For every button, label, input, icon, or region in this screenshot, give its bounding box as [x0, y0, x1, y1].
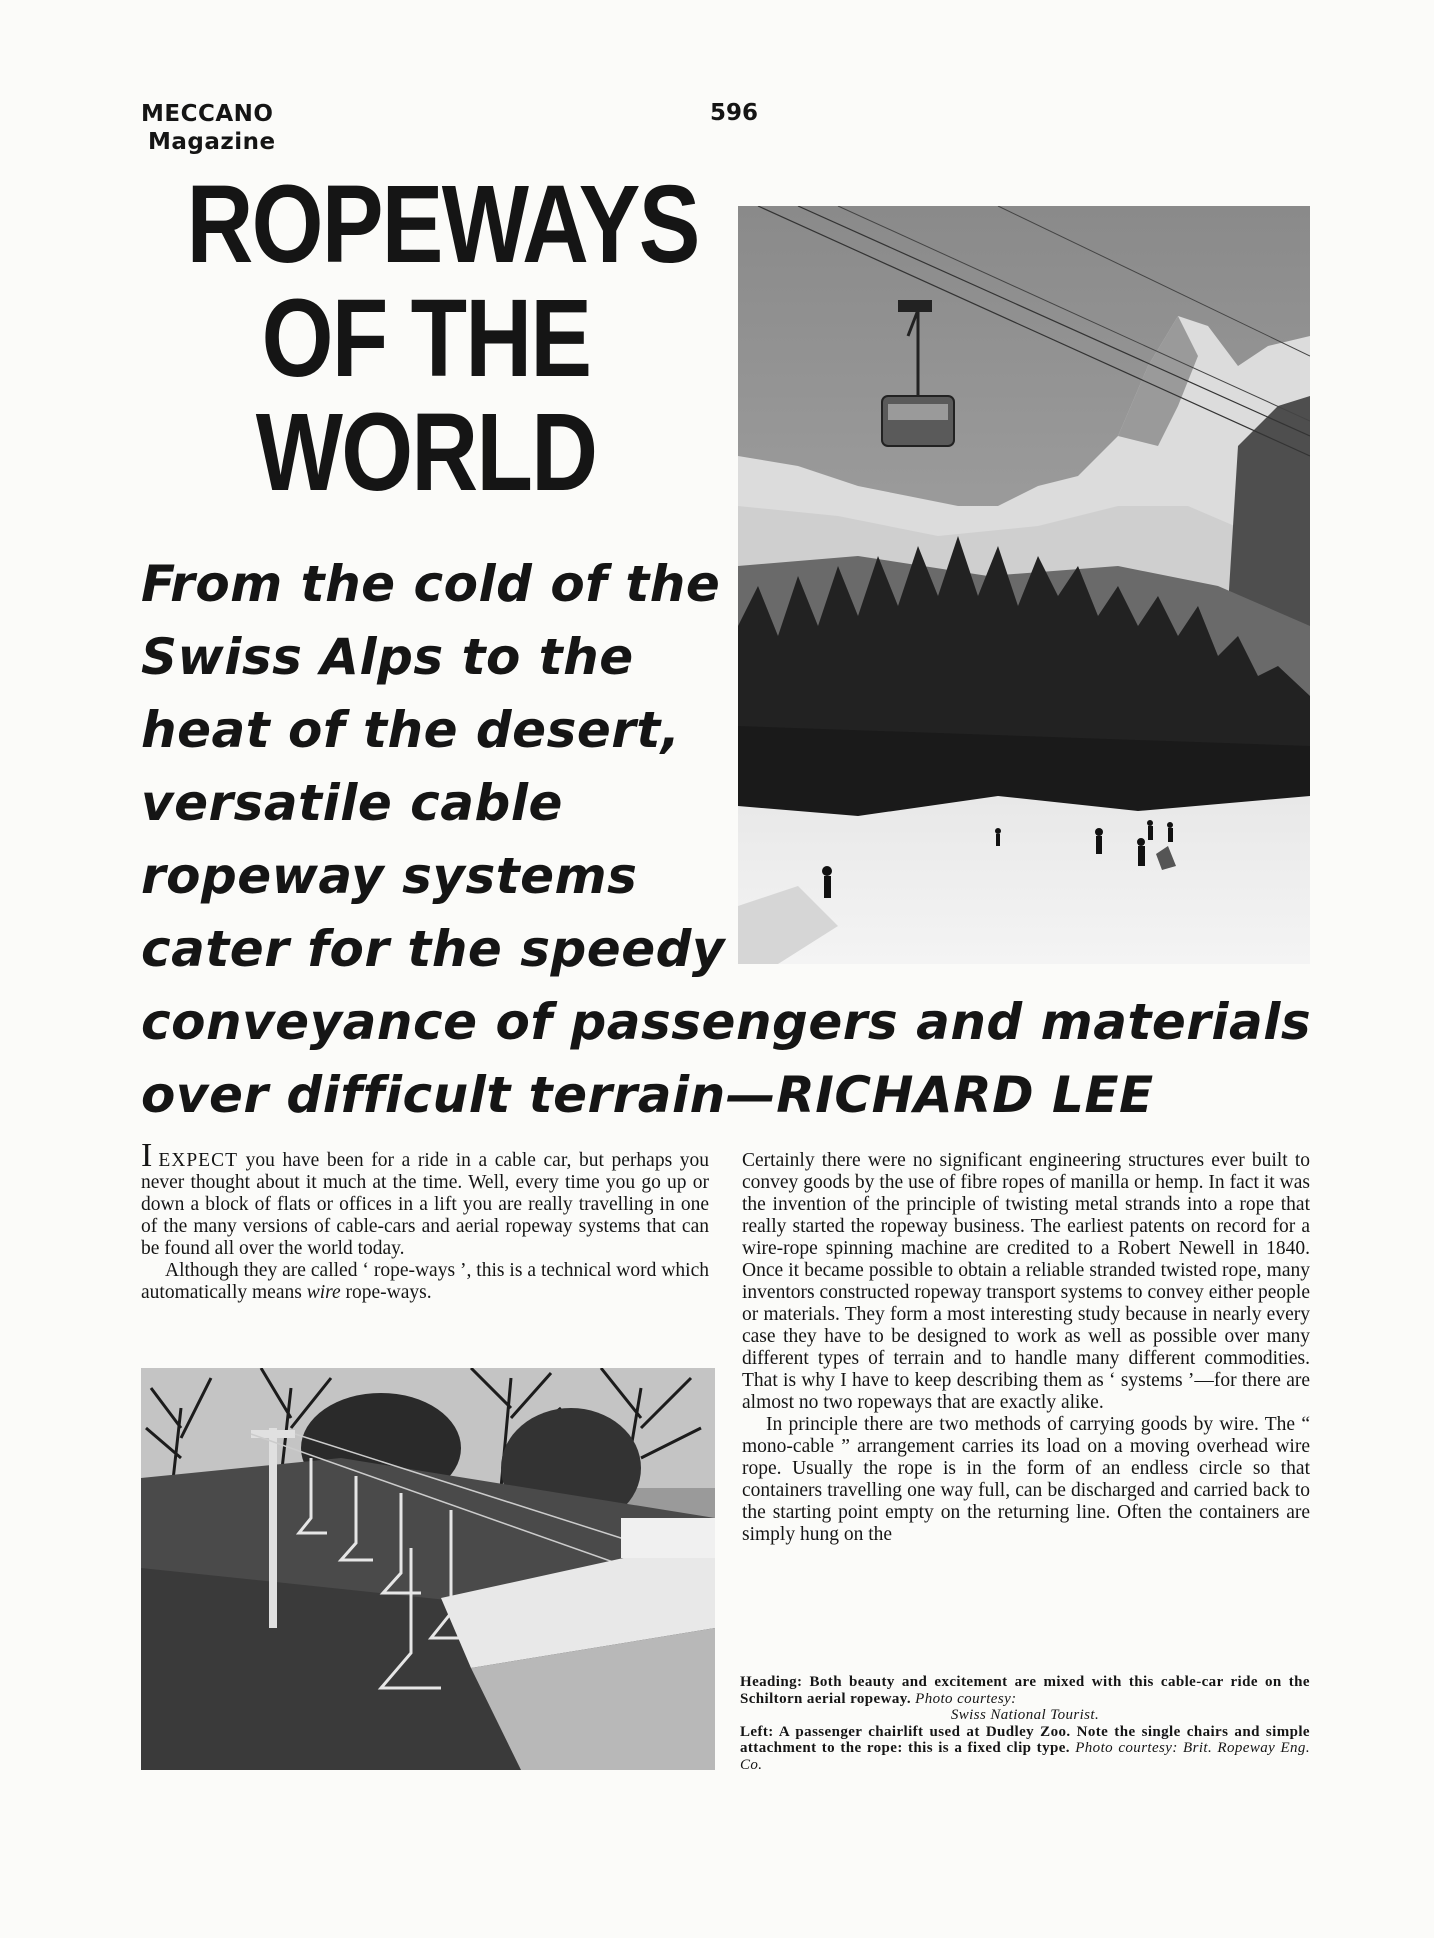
drop-cap: I: [141, 1137, 153, 1174]
masthead: [141, 100, 276, 156]
standfirst-line: heat of the desert,: [141, 701, 681, 759]
heading-caption: [740, 1674, 1310, 1724]
paragraph-text: Although they are called ‘ rope-ways ’, this is a technical word which automatically means: [141, 1260, 709, 1303]
photo-credit: Photo courtesy: Brit. Ropeway Eng. Co.: [740, 1740, 1310, 1773]
standfirst-line: Swiss Alps to the: [141, 628, 634, 686]
body-paragraph: In principle there are two methods of carrying goods by wire. The “ mono-cable ” arrangement carries its load on a moving overhead wire rope. Usually the rope is in the form of an endless circle so that containers travelling one way full, can be discharged and carried back to the starting point empty on the returning line. Often the containers are simply hung on the: [742, 1414, 1310, 1545]
photo-credit: Swiss National Tourist.: [950, 1707, 1100, 1723]
body-column-left: [141, 1137, 710, 1304]
headline-line: WORLD: [255, 391, 597, 514]
body-column-right: [742, 1150, 1310, 1546]
body-paragraph: [141, 1137, 710, 1260]
article-standfirst: [141, 548, 1312, 1132]
page-number: 596: [710, 100, 759, 126]
standfirst-line: ropeway systems: [141, 847, 638, 905]
headline-line: ROPEWAYS: [186, 163, 699, 286]
article-headline: [186, 163, 699, 514]
caption-text: Left: A passenger chairlift used at Dudley Zoo. Note the single chairs and simple attachment to the rope: this is a fixed clip type.: [740, 1723, 1310, 1756]
paragraph-text: you have been for a ride in a cable car, but perhaps you never thought about it much at the time. Well, every time you go up or down a block of flats or offices in a lift you are really travelling in one of the many versions of cable-cars and aerial ropeway systems that can be found all over the world today.: [141, 1150, 710, 1259]
standfirst-line: From the cold of the: [141, 555, 721, 613]
caption-text: Heading: Both beauty and excitement are mixed with this cable-car ride on the Schiltorn aerial ropeway.: [740, 1674, 1310, 1707]
standfirst-line: cater for the speedy: [141, 920, 725, 978]
paragraph-text: rope-ways.: [345, 1282, 432, 1303]
headline-line: OF THE: [261, 277, 591, 400]
opening-word: EXPECT: [158, 1150, 238, 1171]
emphasis-word: wire: [306, 1282, 341, 1303]
masthead-title: MECCANO: [141, 101, 274, 127]
standfirst-line: conveyance of passengers and materials: [141, 993, 1312, 1051]
left-photo-caption: [740, 1724, 1310, 1774]
standfirst-line: versatile cable: [141, 774, 563, 832]
masthead-subtitle: Magazine: [148, 129, 276, 155]
standfirst-byline: over difficult terrain—RICHARD LEE: [141, 1066, 1154, 1124]
chairlift-photo: [141, 1368, 715, 1770]
photo-credit: Photo courtesy:: [915, 1690, 1017, 1707]
photo-captions: [740, 1674, 1310, 1773]
body-paragraph: Certainly there were no significant engineering structures ever built to convey goods by the use of fibre ropes of manilla or hemp. In fact it was the invention of the principle of twisting metal strands into a rope that really started the ropeway business. The earliest patents on record for a wire-rope spinning machine are credited to a Robert Newell in 1840. Once it became possible to obtain a reliable stranded twisted rope, many inventors constructed ropeway transport systems to convey either people or materials. They form a most interesting study because in nearly every case they have to be designed to work as well as possible over many different types of terrain and to handle many different commodities. That is why I have to keep describing them as ‘ systems ’—for there are almost no two ropeways that are exactly alike.: [742, 1150, 1310, 1413]
body-paragraph: [141, 1260, 709, 1304]
